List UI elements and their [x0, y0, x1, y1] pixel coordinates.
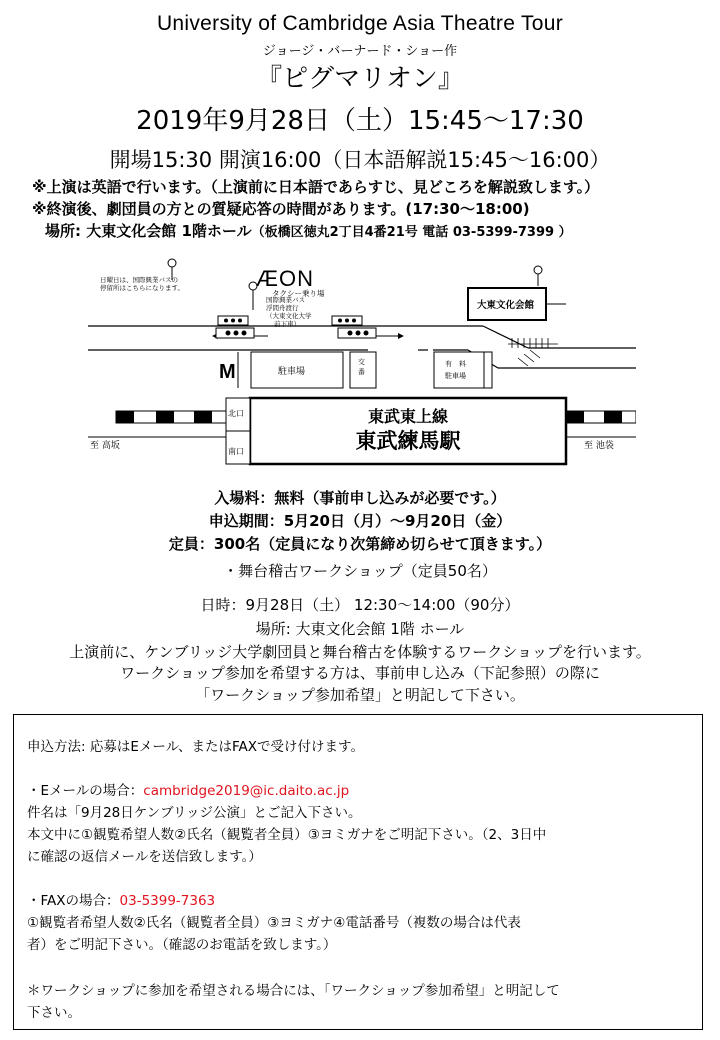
author-line: ジョージ・バーナード・ショー作: [262, 44, 458, 59]
direction-left: 至 高坂: [90, 441, 120, 451]
fax-body-1: ①観覧者希望人数②氏名（観覧者全員）③ヨミガナ④電話番号（複数の場合は代表: [27, 915, 521, 931]
fax-line: [27, 889, 215, 909]
workshop-note-2: 下さい。: [27, 1005, 81, 1021]
admission-fee: 入場料：無料（事前申し込みが必要です。）: [214, 489, 506, 507]
bus-stop-2: 浮間舟渡行: [266, 304, 299, 312]
hall-label: 大東文化会館: [477, 300, 535, 311]
application-method: 申込方法: 応募はEメール、またはFAXで受け付けます。: [27, 739, 364, 755]
venue-line: [45, 220, 572, 241]
play-title: 『ピグマリオン』: [256, 64, 464, 94]
email-body-2: に確認の返信メールを送信致します。）: [27, 849, 262, 865]
open-start-times: 開場15:30 開演16:00（日本語解説15:45～16:00）: [109, 148, 611, 172]
university-title: University of Cambridge Asia Theatre Tour: [156, 12, 564, 35]
police-1: 交: [358, 358, 365, 366]
email-label: ・Eメールの場合：: [27, 783, 144, 799]
email-body-1: 本文中に①観覧希望人数②氏名（観覧者全員）③ヨミガナをご明記下さい。（2、3日中: [27, 827, 547, 843]
bus-note-1: 日曜日は、国際興業バスの: [100, 276, 178, 284]
bus-note-2: 停留所はこちらになります。: [100, 284, 184, 292]
application-box: [13, 714, 703, 1030]
aeon-logo: ÆON: [256, 266, 314, 291]
application-period: 申込期間：5月20日（月）～9月20日（金）: [208, 512, 512, 530]
mcdonalds-icon: M: [219, 361, 236, 383]
access-map: [88, 248, 636, 480]
workshop-note-1: ＊ワークショップに参加を希望される場合には、「ワークショップ参加希望」と明記して: [27, 983, 560, 999]
paid-parking-2: 駐車場: [445, 372, 466, 380]
paid-parking: [434, 352, 492, 388]
line-name: 東武東上線: [367, 407, 449, 426]
railway-right: [566, 411, 636, 423]
workshop-title: ・舞台稽古ワークショップ（定員50名）: [223, 562, 497, 580]
workshop-place: 場所: 大東文化会館 1階 ホール: [255, 620, 465, 638]
workshop-date: 日時：9月28日（土） 12:30～14:00（90分）: [200, 596, 520, 614]
station-name: 東武練馬駅: [355, 429, 461, 453]
note-qa-session: ※終演後、劇団員の方との質疑応答の時間があります。(17:30～18:00): [32, 200, 530, 218]
fax-body-2: 者）をご明記下さい。（確認のお電話を致します。）: [27, 937, 337, 953]
note-english-performance: ※上演は英語で行います。（上演前に日本語であらすじ、見どころを解説致します。）: [32, 178, 600, 196]
event-date: 2019年9月28日（土）15:45～17:30: [136, 106, 584, 136]
north-exit: 北口: [228, 409, 244, 418]
traffic-light-right: [338, 328, 376, 338]
workshop-desc-3: 「ワークショップ参加希望」と明記して下さい。: [195, 686, 525, 704]
paid-parking-1: 有 料: [445, 360, 466, 368]
taxi-stand: タクシー乗り場: [272, 289, 325, 298]
bus-stop-1: 国際興業バス: [266, 296, 305, 304]
police-2: 番: [358, 368, 365, 376]
railway-left: [116, 411, 232, 423]
traffic-light-left: [216, 328, 254, 338]
parking-label: 駐車場: [278, 367, 306, 377]
fax-label: ・FAXの場合：: [27, 893, 120, 909]
fax-number: 03-5399-7363: [119, 893, 216, 909]
traffic-light-left-upper: [218, 316, 248, 325]
bus-stop-sign-right: [534, 266, 542, 286]
bus-stop-4: 前下車）: [274, 320, 300, 328]
workshop-desc-1: 上演前に、ケンブリッジ大学劇団員と舞台稽古を体験するワークショップを行います。: [69, 643, 651, 661]
capacity: 定員：300名（定員になり次第締め切らせて頂きます。）: [168, 535, 552, 553]
direction-right: 至 池袋: [584, 441, 614, 451]
traffic-light-right-upper: [332, 316, 362, 325]
email-address[interactable]: cambridge2019@ic.daito.ac.jp: [143, 783, 350, 799]
email-subject: 件名は「9月28日ケンブリッジ公演」とご記入下さい。: [27, 805, 362, 821]
bus-stop-3: （大東文化大学: [266, 312, 312, 320]
email-line: [27, 779, 349, 799]
venue-label: 場所: 大東文化会館 1階ホール: [45, 222, 252, 240]
venue-address: （板橋区徳丸2丁目4番21号 電話 03-5399-7399 ）: [251, 225, 572, 240]
south-exit: 南口: [228, 447, 244, 456]
workshop-desc-2: ワークショップ参加を希望する方は、事前申し込み（下記参照）の際に: [120, 664, 600, 682]
